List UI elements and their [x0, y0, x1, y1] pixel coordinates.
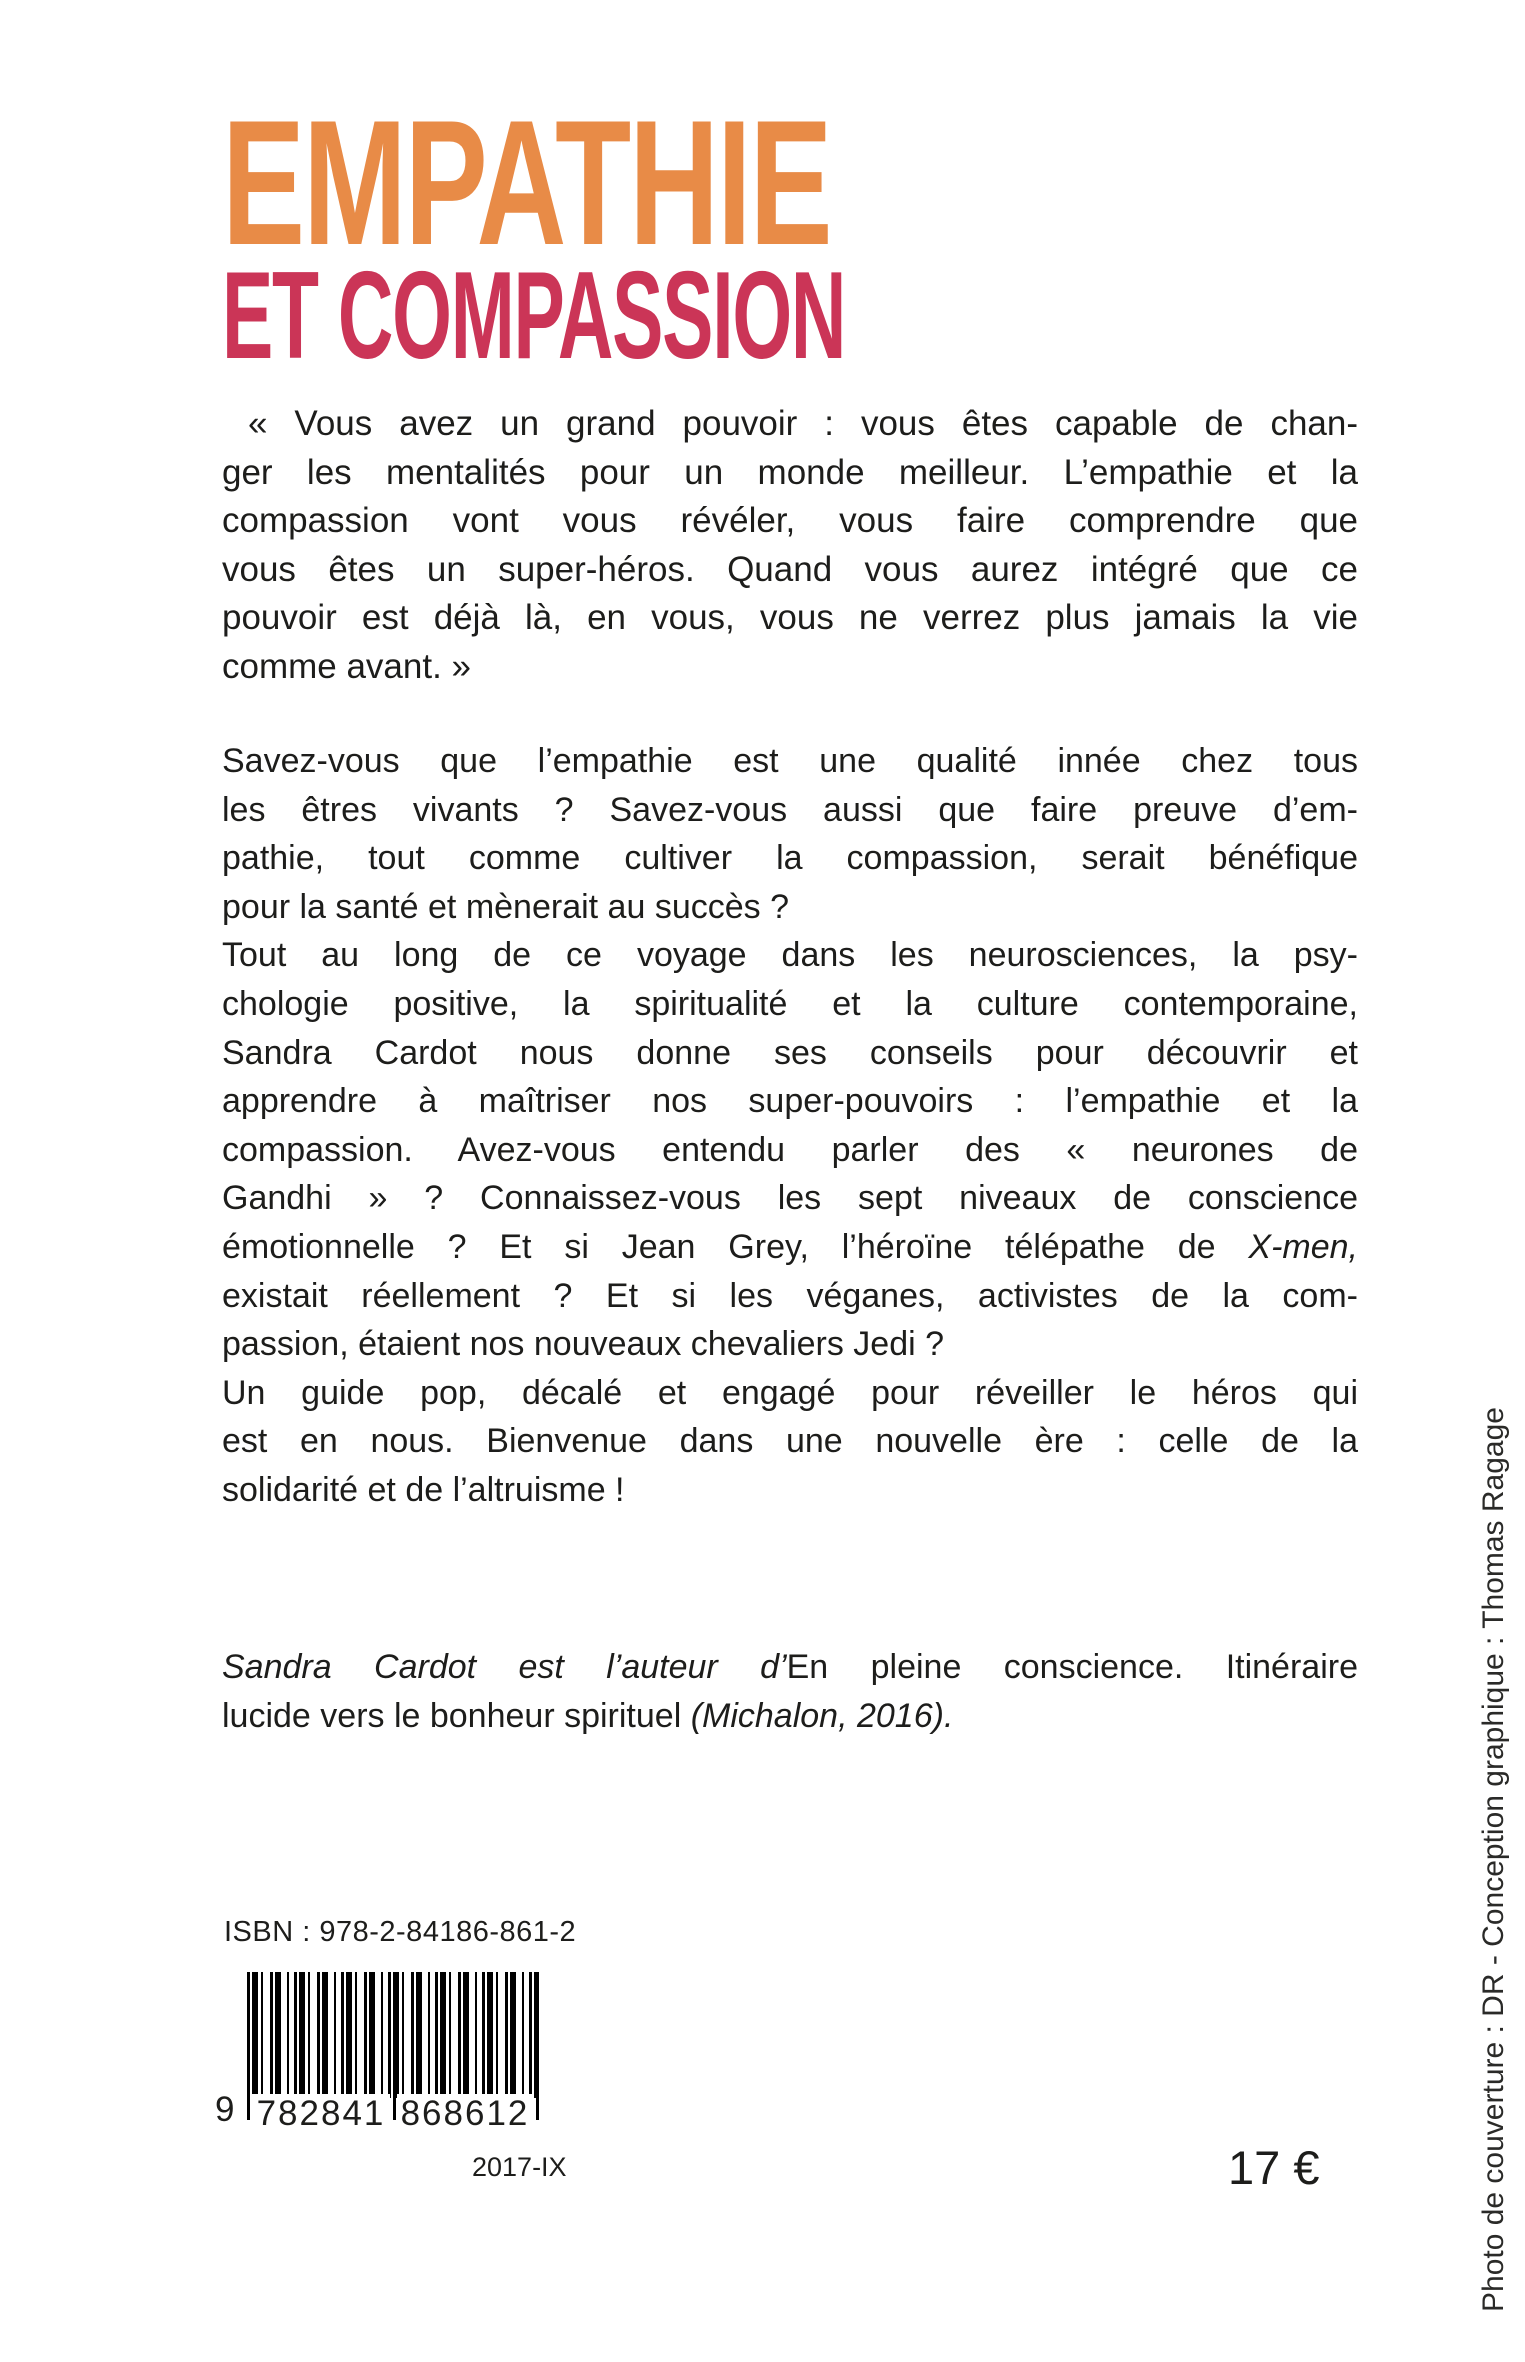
text-line — [222, 1417, 1358, 1466]
barcode-guard-right — [536, 1972, 539, 2120]
text-segment: pouvoir est déjà là, en vous, vous ne verrez plus jamais la vie — [222, 598, 1358, 637]
text-line — [222, 834, 1358, 883]
text-line — [222, 786, 1358, 835]
synopsis-block — [222, 737, 1358, 1515]
text-segment: compassion vont vous révéler, vous faire comprendre que — [222, 501, 1358, 540]
text-segment: « Vous avez un grand pouvoir : vous êtes capable de chan- — [248, 404, 1358, 443]
text-segment: Un guide pop, décalé et engagé pour réveiller le héros qui — [222, 1373, 1358, 1412]
content-column — [215, 0, 1358, 2362]
barcode-guard-middle — [393, 1972, 396, 2120]
text-line — [222, 1077, 1358, 1126]
barcode-guard-left — [247, 1972, 250, 2120]
edition-code: 2017-IX — [472, 2152, 567, 2182]
text-segment: Savez-vous que l’empathie est une qualité innée chez tous — [222, 742, 1358, 780]
text-line — [222, 497, 1358, 546]
text-line — [222, 737, 1358, 786]
text-line — [222, 1369, 1358, 1418]
text-segment: émotionnelle ? Et si Jean Grey, l’héroïne télépathe de — [222, 1227, 1249, 1266]
book-subtitle: ET COMPASSION — [222, 247, 846, 385]
text-line — [222, 546, 1358, 595]
text-segment: En pleine conscience. Itinéraire — [786, 1648, 1358, 1686]
text-segment: solidarité et de l’altruisme ! — [222, 1470, 625, 1509]
text-segment: pathie, tout comme cultiver la compassion, serait bénéfique — [222, 839, 1358, 878]
text-line — [222, 883, 1358, 932]
text-line — [222, 1692, 1358, 1741]
text-line — [222, 931, 1358, 980]
text-segment: apprendre à maîtriser nos super-pouvoirs : l’empathie et la — [222, 1082, 1358, 1121]
book-title: EMPATHIE — [222, 83, 831, 282]
text-line — [222, 1223, 1358, 1272]
text-segment: les êtres vivants ? Savez-vous aussi que faire preuve d’em- — [222, 790, 1358, 829]
text-line — [222, 1320, 1358, 1369]
text-line — [222, 400, 1358, 449]
text-line — [222, 1466, 1358, 1515]
price-label: 17 € — [1228, 2141, 1320, 2194]
text-segment: Gandhi » ? Connaissez-vous les sept niveaux de conscience — [222, 1179, 1358, 1218]
barcode-lead-digit: 9 — [215, 2090, 235, 2129]
text-segment: compassion. Avez-vous entendu parler des « neurones de — [222, 1130, 1358, 1169]
barcode-digit-group-1: 782841 — [252, 2094, 390, 2134]
text-line — [222, 1174, 1358, 1223]
isbn-label: ISBN : 978-2-84186-861-2 — [224, 1916, 577, 1948]
barcode — [215, 1972, 539, 2137]
cover-credits-vertical: Photo de couverture : DR - Conception graphique : Thomas Ragage — [1477, 1407, 1510, 2312]
text-segment: vous êtes un super-héros. Quand vous aurez intégré que ce — [222, 549, 1358, 589]
text-segment: est en nous. Bienvenue dans une nouvelle ère : celle de la — [222, 1422, 1358, 1461]
text-segment: chologie positive, la spiritualité et la culture contemporaine, — [222, 984, 1358, 1023]
author-note — [222, 1643, 1358, 1740]
text-segment: existait réellement ? Et si les véganes, activistes de la com- — [222, 1276, 1358, 1315]
text-segment: lucide vers le bonheur spirituel — [222, 1696, 691, 1735]
text-line — [222, 449, 1358, 498]
text-line — [222, 1643, 1358, 1692]
text-line — [222, 1126, 1358, 1175]
text-line — [222, 594, 1358, 643]
text-segment: (Michalon, 2016). — [690, 1696, 954, 1735]
text-segment: Sandra Cardot nous donne ses conseils pour découvrir et — [222, 1033, 1358, 1072]
quote-block — [222, 400, 1358, 691]
text-segment: comme avant. » — [222, 646, 471, 686]
text-segment: Tout au long de ce voyage dans les neurosciences, la psy- — [222, 936, 1358, 975]
text-segment: ger les mentalités pour un monde meilleur. L’empathie et la — [222, 452, 1358, 492]
text-line — [222, 980, 1358, 1029]
text-line — [222, 1272, 1358, 1321]
text-line — [222, 643, 1358, 692]
text-segment: passion, étaient nos nouveaux chevaliers Jedi ? — [222, 1325, 945, 1364]
barcode-digit-group-2: 868612 — [397, 2094, 533, 2134]
text-segment: X-men, — [1248, 1227, 1358, 1266]
text-segment: Sandra Cardot est l’auteur d’ — [222, 1648, 787, 1686]
text-segment: pour la santé et mènerait au succès ? — [222, 887, 789, 926]
text-line — [222, 1029, 1358, 1078]
